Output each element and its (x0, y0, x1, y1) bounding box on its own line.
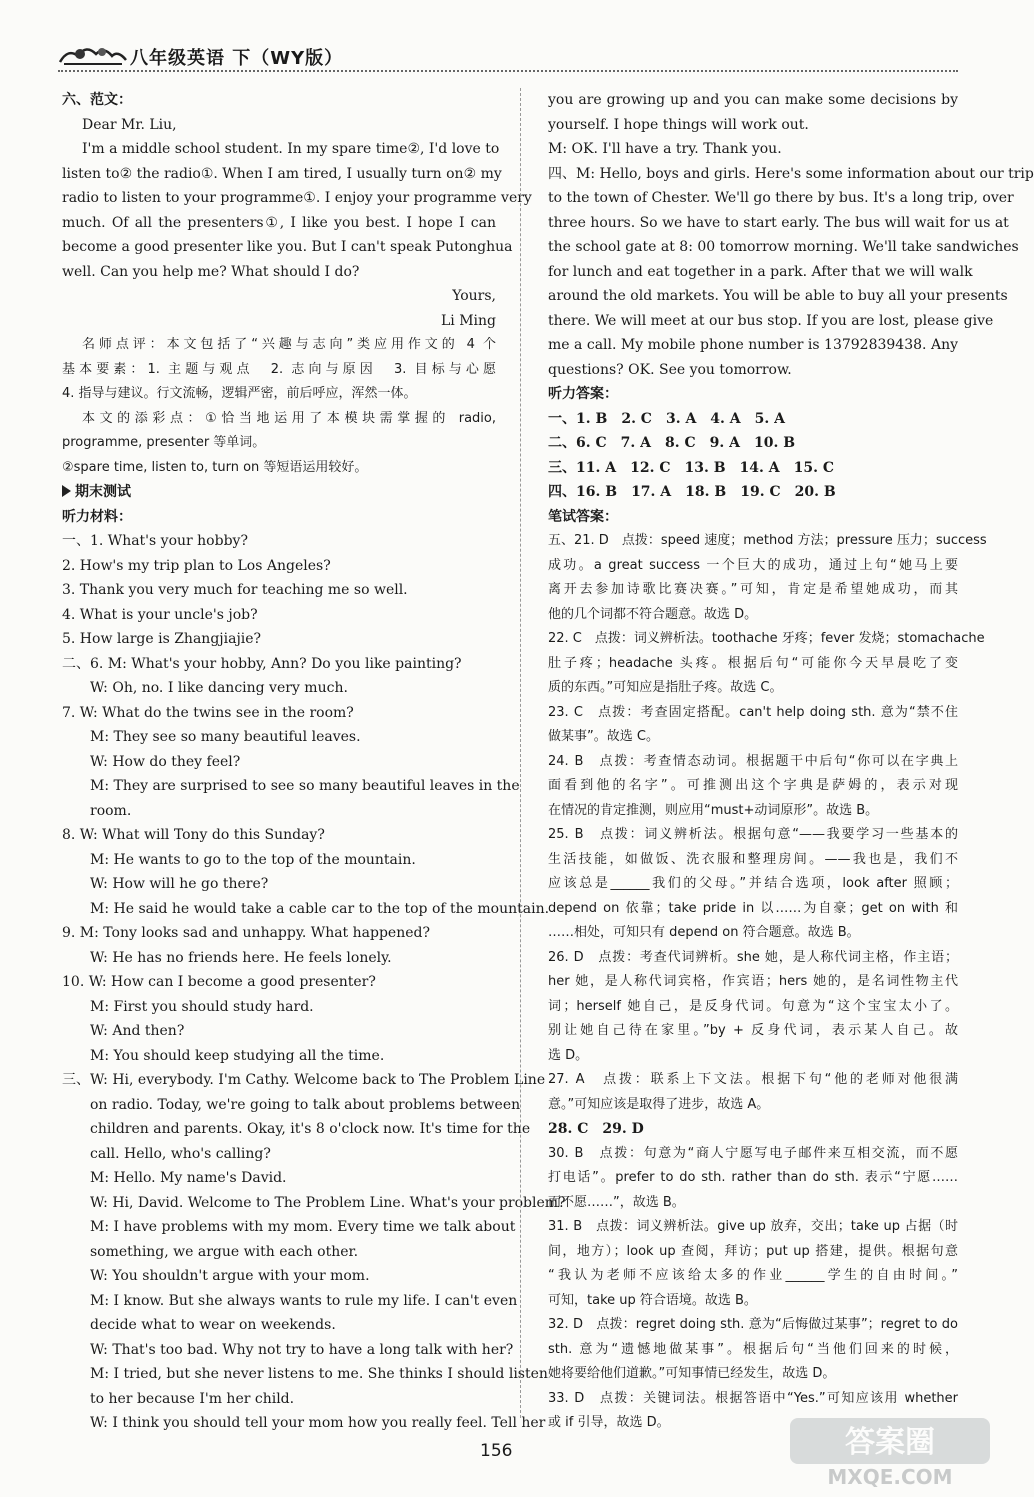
right-text-line: for lunch and eat together in a park. After that we will walk (548, 263, 973, 280)
right-text-line: 五、21. D 点拨：speed 速度；method 方法；pressure 压力；success (548, 533, 987, 548)
column-divider (520, 88, 521, 1418)
right-text-line: 肚子疼；headache 头疼。根据后句“可能你今天早晨吃了变 (548, 655, 958, 671)
left-text-line: W: You shouldn't argue with your mom. (90, 1268, 370, 1284)
left-text-line: to her because I'm her child. (90, 1390, 295, 1407)
right-text-line: 做某事”。故选 C。 (548, 729, 659, 744)
right-text-line: 面看到他的名字”。可推测出这个字典是萨姆的，表示对现 (548, 778, 958, 793)
left-text-line: programme, presenter 等单词。 (62, 435, 266, 450)
right-text-line: 质的东西。”可知应是指肚子疼。故选 C。 (548, 680, 783, 695)
left-text-line: become a good presenter like you. But I can't speak Putonghua (62, 239, 513, 255)
left-text-line: 听力材料： (62, 508, 132, 525)
left-text-line: M: They see so many beautiful leaves. (90, 729, 361, 745)
left-text-line: 基本要素：1. 主题与观点 2. 志向与原因 3. 目标与心愿 (62, 361, 496, 377)
right-text-line: 成功。a great success 一个巨大的成功，通过上句“她马上要 (548, 557, 958, 573)
left-text-line: W: Hi, David. Welcome to The Problem Line. What's your problem? (90, 1194, 566, 1211)
right-text-line: 她将要给他们道歉。”可知事情已经发生，故选 D。 (548, 1366, 836, 1381)
left-text-line: children and parents. Okay, it's 8 o'clock now. It's time for the (90, 1121, 531, 1137)
left-text-line: Dear Mr. Liu, (82, 116, 177, 133)
left-text-line (62, 480, 496, 505)
left-text-line: 7. W: What do the twins see in the room? (62, 704, 354, 721)
right-text-line: you are growing up and you can make some decisions by (548, 92, 958, 108)
left-text-line: much. Of all the presenters①, I like you best. I hope I can (62, 214, 496, 231)
left-text-line: Li Ming (440, 312, 496, 329)
right-text-line: 22. C 点拨：词义辨析法。toothache 牙疼；fever 发烧；stomachache (548, 631, 985, 646)
right-text-line: 生活技能，如做饭、洗衣服和整理房间。——我也是，我们不 (548, 851, 958, 867)
left-text-line: I'm a middle school student. In my spare time②, I'd love to (82, 141, 500, 157)
right-text-line: 间，地方）；look up 查阅，拜访；put up 搭建，提供。根据句意 (548, 1243, 958, 1259)
left-text-line: M: They are surprised to see so many beautiful leaves in the (90, 778, 520, 794)
right-text-line: to the town of Chester. We'll go there by bus. It's a long trip, over (548, 190, 1014, 206)
right-text-line: 31. B 点拨：词义辨析法。give up 放弃，交出；take up 占据（时 (548, 1219, 958, 1234)
right-text-line: 别让她自己待在家里。”by + 反身代词，表示某人自己。故 (548, 1023, 958, 1038)
right-text-line: depend on 依靠；take pride in 以……为自豪；get on with 和 (548, 900, 958, 916)
right-text-line: 笔试答案： (548, 508, 618, 525)
right-text-line: 33. D 点拨：关键词法。根据答语中“Yes.”可知应该用 whether (548, 1390, 958, 1406)
right-text-line: sth. 意为“遗憾地做某事”。根据后句“当他们回来的时候， (548, 1341, 958, 1357)
right-text-line: 或 if 引导，故选 D。 (548, 1415, 670, 1430)
left-text-line: M: Hello. My name's David. (90, 1170, 287, 1186)
left-text-line: room. (90, 802, 132, 819)
right-text-line: 一、1. B 2. C 3. A 4. A 5. A (548, 410, 786, 427)
left-text-line: M: He said he would take a cable car to the top of the mountain. (90, 900, 550, 917)
left-text-line: on radio. Today, we're going to talk about problems between (90, 1096, 521, 1113)
right-text-line: 三、11. A 12. C 13. B 14. A 15. C (548, 459, 834, 476)
left-text-line: decide what to wear on weekends. (90, 1317, 336, 1333)
header-rule (58, 70, 958, 72)
right-text-line: 打电话”。prefer to do sth. rather than do sth. 表示“宁愿…… (548, 1170, 958, 1185)
right-text-line: 26. D 点拨：考查代词辨析。she 她，是人称代词主格，作主语； (548, 949, 958, 965)
left-text-line: M: He wants to go to the top of the mountain. (90, 851, 416, 868)
right-text-line: 应该总是______我们的父母。”并结合选项，look after 照顾； (548, 876, 958, 891)
left-text-line: 4. 指导与建议。行文流畅，逻辑严密，前后呼应，浑然一体。 (62, 386, 417, 401)
right-text-line: 28. C 29. D (548, 1121, 644, 1137)
left-text-line: M: I know. But she always wants to rule my life. I can't even (90, 1292, 518, 1309)
book-logo-icon (58, 42, 128, 68)
left-text-line: M: I have problems with my mom. Every time we talk about (90, 1219, 516, 1235)
right-text-line: 四、M: Hello, boys and girls. Here's some information about our trip (548, 165, 1034, 182)
left-text-line: 一、1. What's your hobby? (62, 533, 248, 549)
svg-text:MXQE.COM: MXQE.COM (827, 1465, 953, 1489)
left-text-line: 三、W: Hi, everybody. I'm Cathy. Welcome back to The Problem Line (62, 1072, 546, 1088)
right-text-line: yourself. I hope things will work out. (548, 116, 809, 133)
left-text-line: W: Oh, no. I like dancing very much. (90, 680, 348, 696)
left-text-line: 10. W: How can I become a good presenter? (62, 974, 376, 990)
left-text-line: something, we argue with each other. (90, 1243, 359, 1260)
section-title: 期末测试 (75, 484, 131, 500)
left-text-line: well. Can you help me? What should I do? (62, 263, 360, 280)
left-text-line: W: I think you should tell your mom how you really feel. Tell her (90, 1415, 546, 1431)
book-title: 八年级英语 下（WY版） (130, 48, 344, 69)
left-text-line: 4. What is your uncle's job? (62, 606, 258, 623)
page-header (58, 40, 958, 72)
right-text-line: her 她，是人称代词宾格，作宾语；hers 她的，是名词性物主代 (548, 974, 958, 989)
right-text-line: 四、16. B 17. A 18. B 19. C 20. B (548, 484, 836, 500)
right-text-line: 可知，take up 符合语境。故选 B。 (548, 1292, 757, 1308)
right-text-line: 23. C 点拨：考查固定搭配。can't help doing sth. 意为“禁不住 (548, 704, 958, 720)
right-text-line: 而不愿……”，故选 B。 (548, 1194, 685, 1210)
left-text-line: 名师点评：本文包括了“兴趣与志向”类应用作文的 4 个 (82, 337, 496, 352)
right-text-line: 听力答案： (548, 386, 618, 402)
right-text-line: around the old markets. You will be able to buy all your presents (548, 288, 1008, 304)
left-text-line: W: How do they feel? (90, 753, 241, 770)
right-text-line: 24. B 点拨：考查情态动词。根据题干中后句“你可以在字典上 (548, 753, 958, 769)
left-text-line: W: He has no friends here. He feels lonely. (90, 949, 392, 966)
left-text-line: 8. W: What will Tony do this Sunday? (62, 827, 325, 843)
right-text-line: three hours. So we have to start early. The bus will wait for us at (548, 214, 1009, 231)
left-text-line: ②spare time, listen to, turn on 等短语运用较好。 (62, 459, 368, 475)
right-text-line: 离开去参加诗歌比赛决赛。”可知，肯定是希望她成功，而其 (548, 582, 958, 597)
left-text-line: listen to② the radio①. When I am tired, I usually turn on② my (62, 165, 502, 182)
left-text-line: call. Hello, who's calling? (90, 1145, 271, 1162)
left-text-line: 9. M: Tony looks sad and unhappy. What happened? (62, 925, 430, 941)
right-text-line: 30. B 点拨：句意为“商人宁愿写电子邮件来互相交流，而不愿 (548, 1145, 958, 1161)
right-text-line: 27. A 点拨：联系上下文法。根据下句“他的老师对他很满 (548, 1072, 958, 1087)
left-text-line: 3. Thank you very much for teaching me so well. (62, 582, 408, 598)
right-column (548, 88, 1034, 1436)
left-text-line: radio to listen to your programme①. I enjoy your programme very (62, 190, 532, 206)
right-text-line: 二、6. C 7. A 8. C 9. A 10. B (548, 435, 796, 451)
right-text-line: me a call. My mobile phone number is 13792839438. Any (548, 337, 958, 353)
right-text-line: M: OK. I'll have a try. Thank you. (548, 141, 782, 157)
right-text-line: questions? OK. See you tomorrow. (548, 361, 792, 378)
left-text-line: 本文的添彩点：①恰当地运用了本模块需掌握的 radio, (82, 410, 496, 426)
left-text-line: Yours, (452, 288, 496, 304)
page-number: 156 (480, 1441, 513, 1461)
left-text-line: M: You should keep studying all the time. (90, 1047, 385, 1064)
left-text-line: W: That's too bad. Why not try to have a long talk with her? (90, 1341, 514, 1358)
right-text-line: 选 D。 (548, 1047, 589, 1063)
left-text-line: M: I tried, but she never listens to me. She thinks I should listen (90, 1366, 548, 1382)
left-text-line: 二、6. M: What's your hobby, Ann? Do you like painting? (62, 655, 462, 672)
right-text-line: the school gate at 8: 00 tomorrow morning. We'll take sandwiches (548, 239, 1019, 255)
left-text-line: 六、范文： (62, 92, 132, 108)
left-text-line: M: First you should study hard. (90, 998, 314, 1015)
left-column (62, 88, 566, 1436)
section-triangle-icon (62, 485, 71, 497)
left-text-line: 5. How large is Zhangjiajie? (62, 631, 262, 647)
svg-text:答案圈: 答案圈 (845, 1425, 935, 1460)
right-text-line: there. We will meet at our bus stop. If you are lost, please give (548, 312, 994, 329)
right-text-line: 在情况的肯定推测，则应用“must+动词原形”。故选 B。 (548, 802, 879, 818)
right-text-line: ……相处，可知只有 depend on 符合题意。故选 B。 (548, 925, 860, 940)
right-text-line: 词；herself 她自己，是反身代词。句意为“这个宝宝太小了。 (548, 998, 958, 1014)
watermark-logo (790, 1418, 990, 1490)
right-text-line: “我认为老师不应该给太多的作业______学生的自由时间。” (548, 1268, 958, 1283)
left-text-line: 2. How's my trip plan to Los Angeles? (62, 557, 331, 574)
right-text-line: 32. D 点拨：regret doing sth. 意为“后悔做过某事”；regret to do (548, 1317, 958, 1332)
right-text-line: 他的几个词都不符合题意。故选 D。 (548, 606, 758, 622)
left-text-line: W: And then? (90, 1023, 185, 1039)
right-text-line: 25. B 点拨：词义辨析法。根据句意“——我要学习一些基本的 (548, 827, 958, 842)
left-text-line: W: How will he go there? (90, 876, 269, 892)
right-text-line: 意。”可知应该是取得了进步，故选 A。 (548, 1096, 770, 1112)
